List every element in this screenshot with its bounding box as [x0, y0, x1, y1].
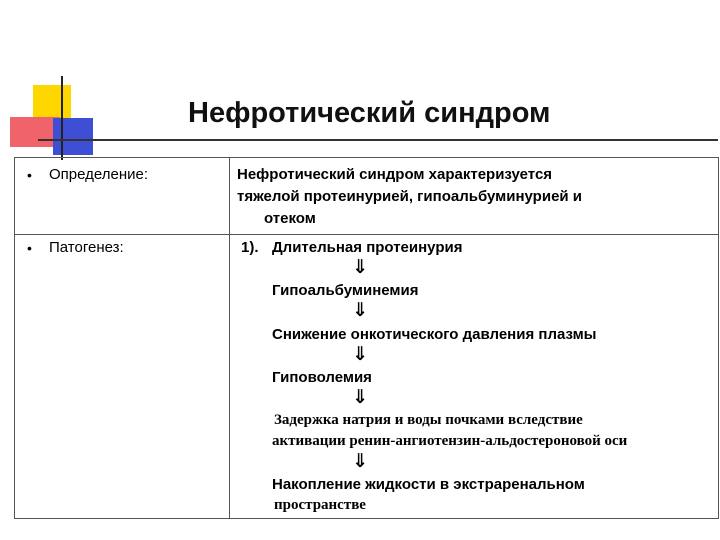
- logo-vertical-line: [61, 76, 63, 160]
- pathogenesis-step: Гиповолемия: [272, 369, 372, 386]
- definition-line: Нефротический синдром характеризуется: [237, 166, 553, 183]
- title-underline: [38, 139, 718, 141]
- pathogenesis-step: активации ренин-ангиотензин-альдостероновой оси: [272, 433, 628, 449]
- logo-blue-square: [53, 118, 93, 155]
- pathogenesis-prefix: 1).: [241, 239, 259, 256]
- column-divider: [229, 158, 230, 518]
- pathogenesis-step: Снижение онкотического давления плазмы: [272, 326, 597, 343]
- down-arrow-icon: ⇓: [352, 300, 368, 321]
- down-arrow-icon: ⇓: [352, 257, 368, 278]
- page-title: Нефротический синдром: [188, 97, 551, 129]
- definition-label: Определение:: [49, 166, 149, 183]
- down-arrow-icon: ⇓: [352, 451, 368, 472]
- bullet-icon: •: [27, 240, 32, 256]
- pathogenesis-step: Накопление жидкости в экстраренальном: [272, 476, 585, 493]
- down-arrow-icon: ⇓: [352, 387, 368, 408]
- pathogenesis-step: Гипоальбуминемия: [272, 282, 419, 299]
- bullet-icon: •: [27, 167, 32, 183]
- content-table: [14, 157, 719, 519]
- definition-line: отеком: [264, 210, 316, 227]
- row-divider: [15, 234, 718, 235]
- definition-line: тяжелой протеинурией, гипоальбуминурией и: [237, 188, 583, 205]
- pathogenesis-step: Задержка натрия и воды почками вследствие: [274, 412, 583, 428]
- pathogenesis-step: пространстве: [274, 497, 366, 513]
- pathogenesis-step: Длительная протеинурия: [272, 239, 463, 256]
- down-arrow-icon: ⇓: [352, 344, 368, 365]
- pathogenesis-label: Патогенез:: [49, 239, 124, 256]
